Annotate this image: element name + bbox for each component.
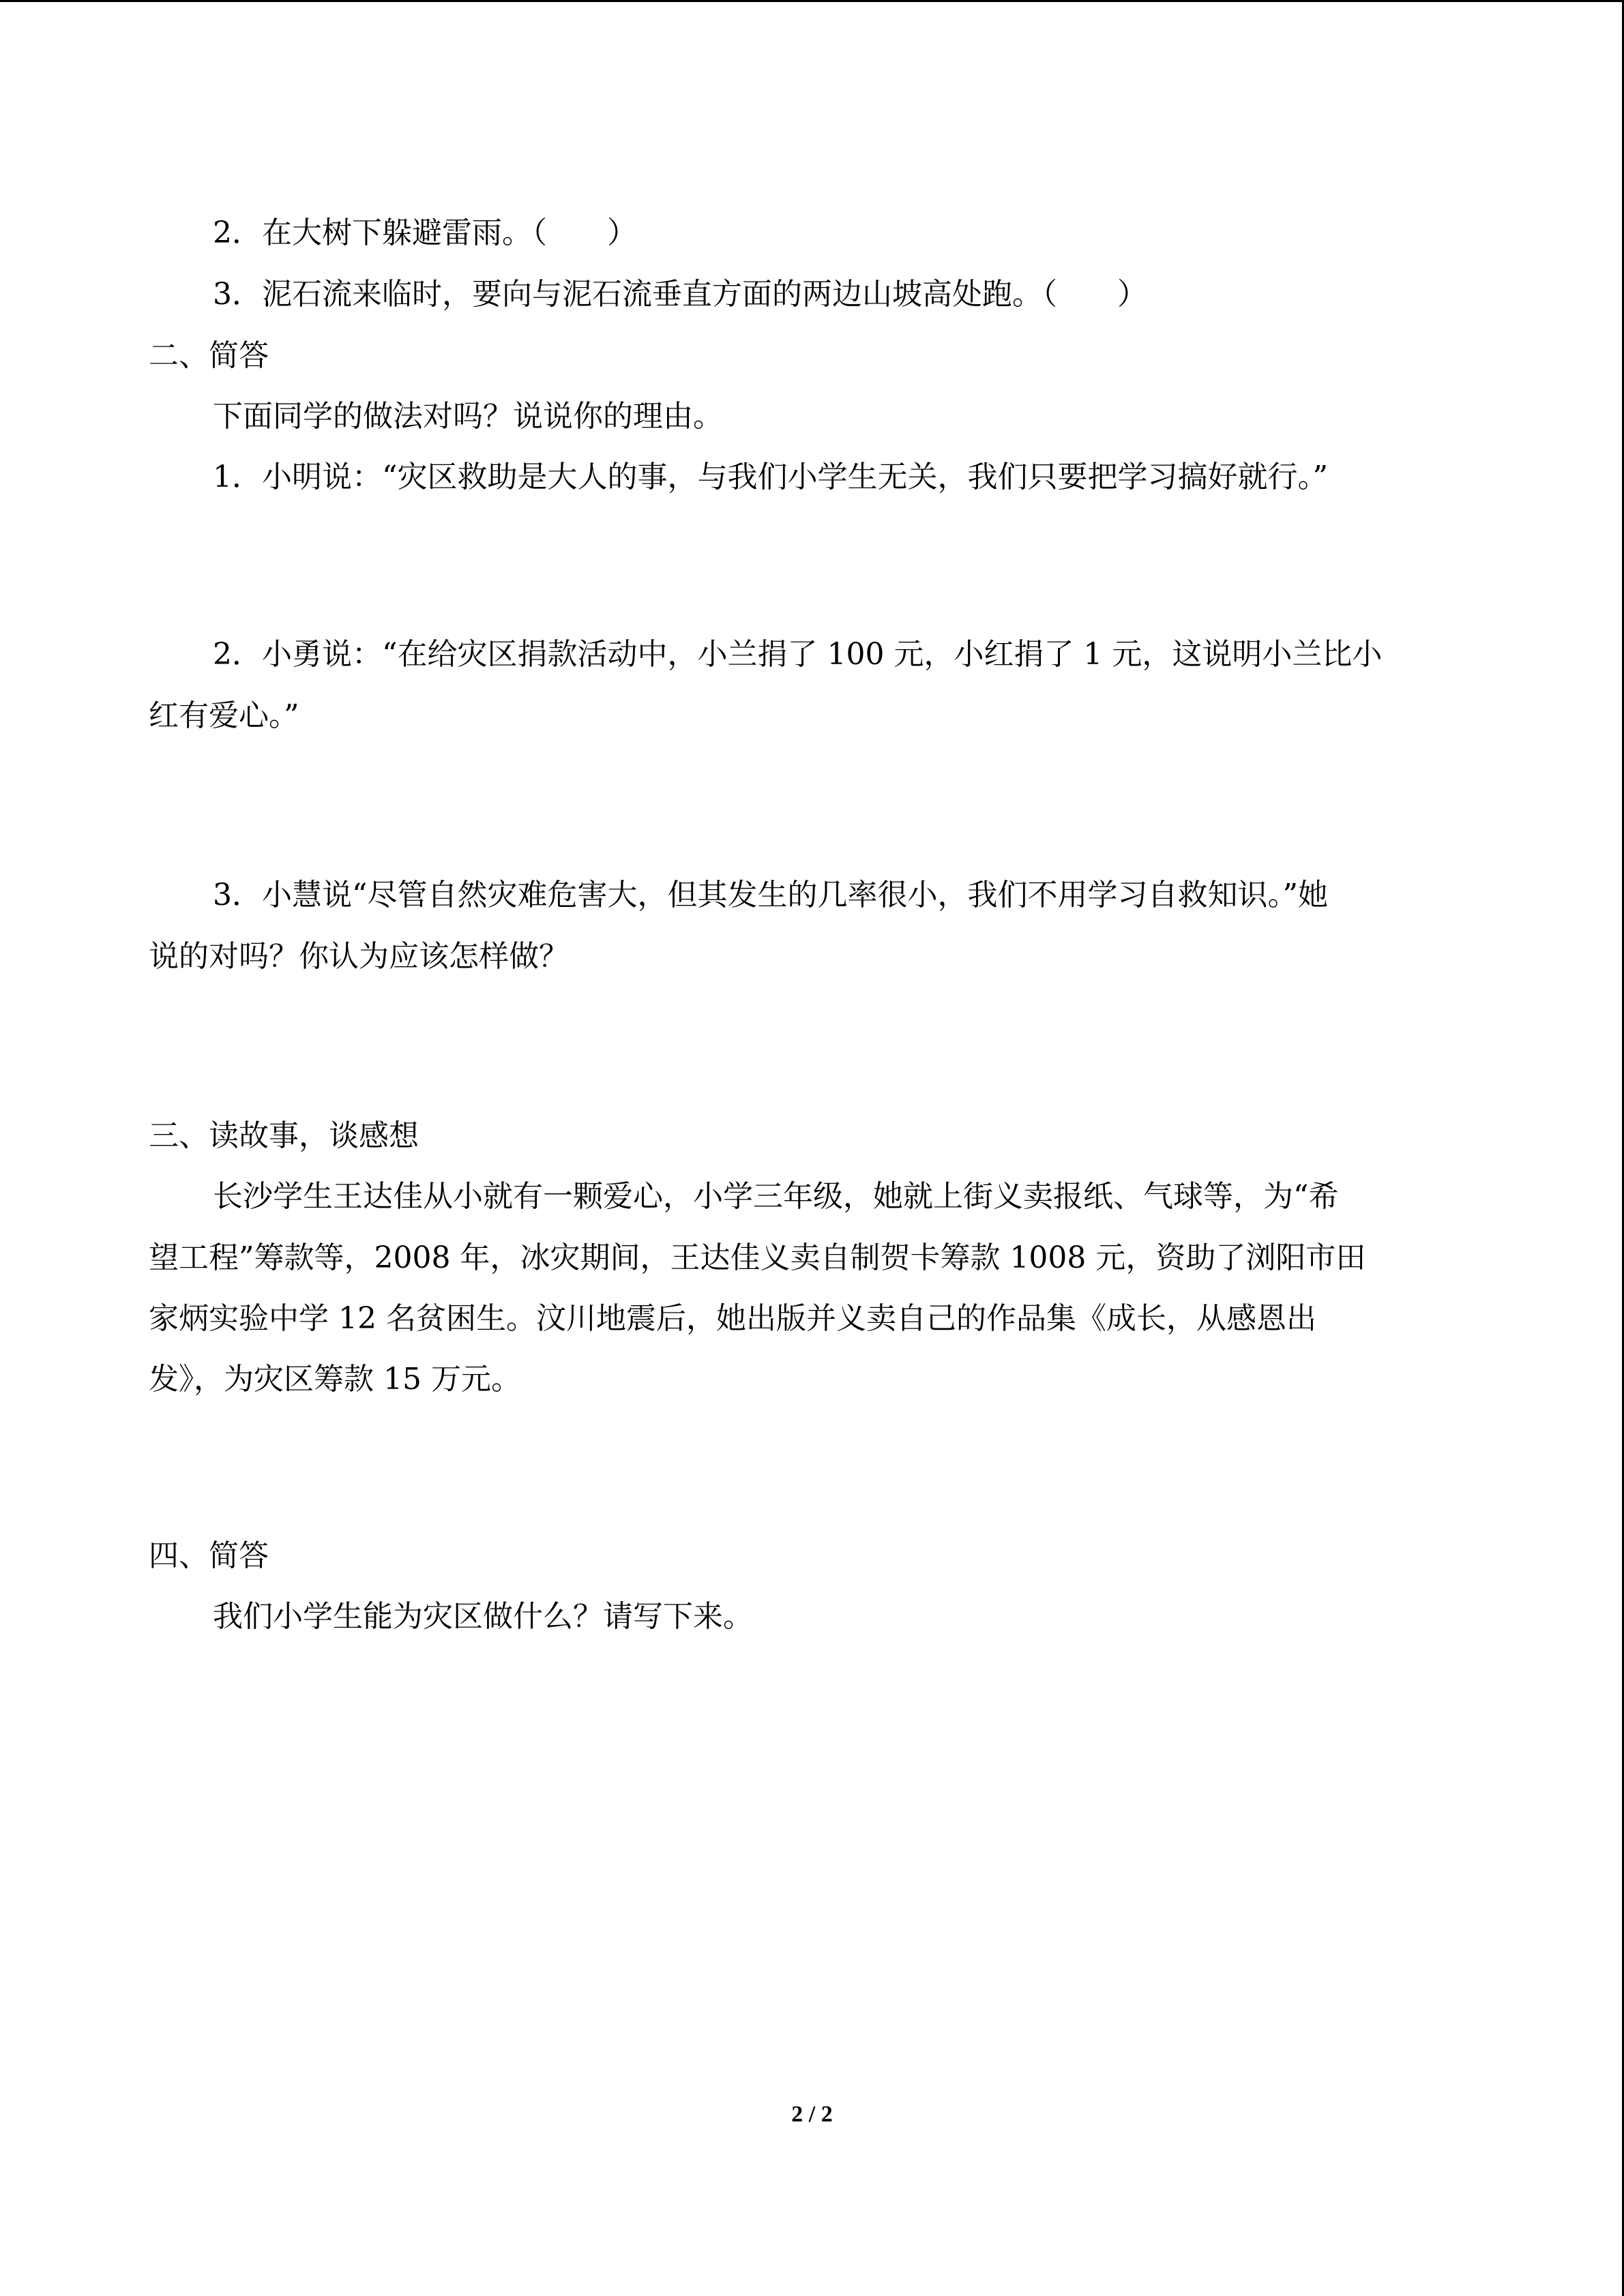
section-2-heading: 二、简答 [149,338,269,373]
story-line-2: 望工程”筹款等，2008 年，冰灾期间，王达佳义卖自制贺卡筹款 1008 元，资助了浏阳市田 [149,1240,1366,1275]
section-2-question-3-line-1: 3．小慧说“尽管自然灾难危害大，但其发生的几率很小，我们不用学习自救知识。”她 [213,878,1328,912]
story-line-1: 长沙学生王达佳从小就有一颗爱心，小学三年级，她就上街义卖报纸、气球等，为“希 [213,1179,1339,1214]
question-3-text: 3．泥石流来临时，要向与泥石流垂直方面的两边山坡高处跑。（ ） [213,277,1147,312]
section-2-question-1: 1．小明说：“灾区救助是大人的事，与我们小学生无关，我们只要把学习搞好就行。” [213,460,1328,494]
section-4-question: 我们小学生能为灾区做什么？请写下来。 [213,1599,753,1634]
section-3-heading: 三、读故事，谈感想 [149,1118,419,1153]
story-line-4: 发》，为灾区筹款 15 万元。 [149,1362,521,1397]
section-4-heading: 四、简答 [149,1538,269,1573]
page-top-border [0,0,1624,2]
section-2-question-2-line-2: 红有爱心。” [149,698,299,733]
question-2-text: 2．在大树下躲避雷雨。（ ） [213,215,637,250]
page-number: 2 / 2 [791,2102,833,2127]
story-line-3: 家炳实验中学 12 名贫困生。汶川地震后，她出版并义卖自己的作品集《成长，从感恩出 [149,1301,1316,1336]
section-2-question-2-line-1: 2．小勇说：“在给灾区捐款活动中，小兰捐了 100 元，小红捐了 1 元，这说明小兰比小 [213,637,1383,672]
section-2-intro: 下面同学的做法对吗？说说你的理由。 [213,399,723,434]
section-2-question-3-line-2: 说的对吗？你认为应该怎样做？ [149,939,569,974]
